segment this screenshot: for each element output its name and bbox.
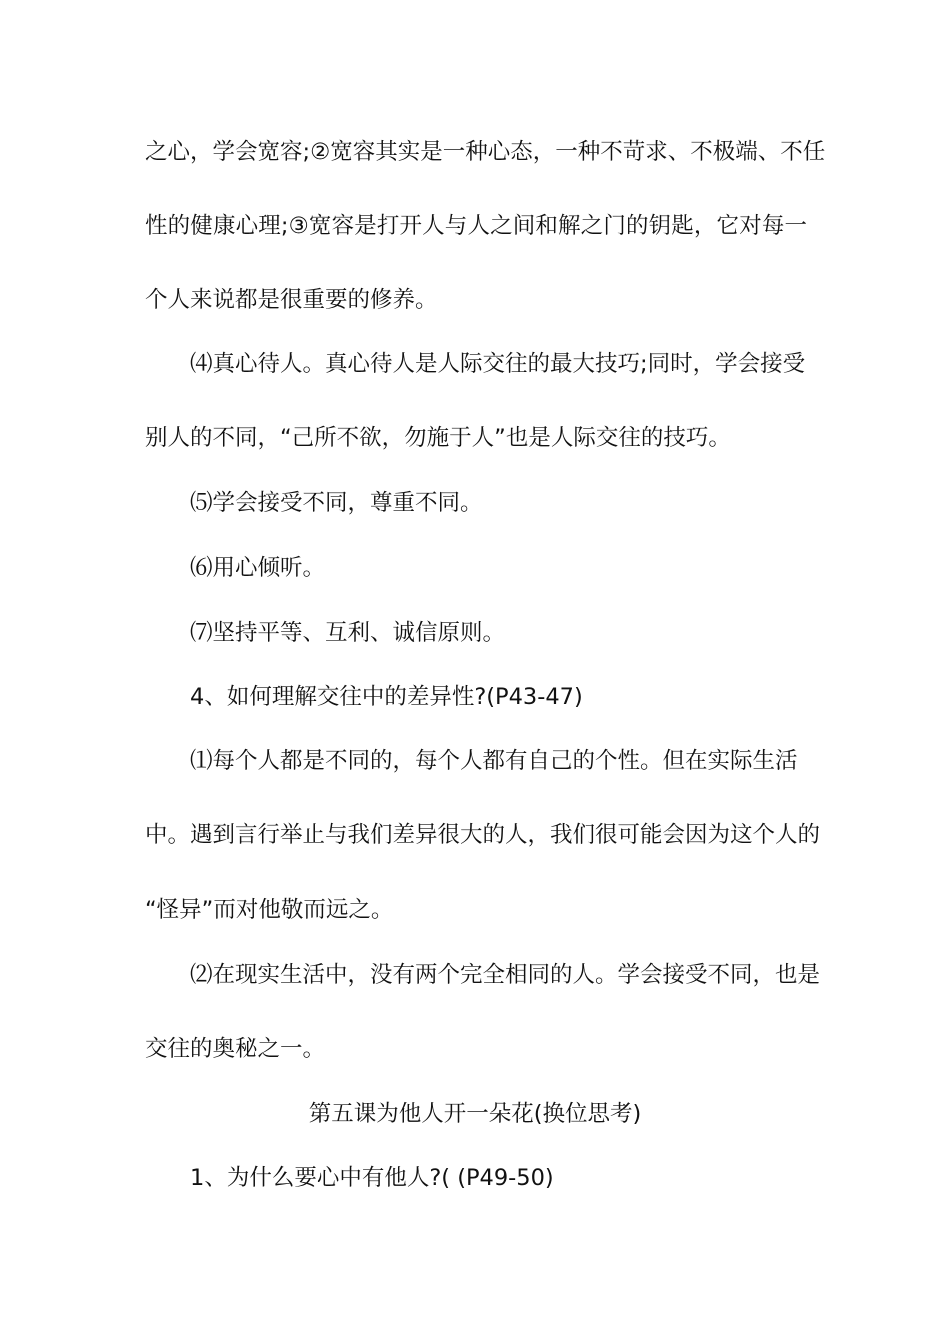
- question-heading: 1、为什么要心中有他人?( (P49-50): [190, 1165, 554, 1191]
- lesson-title: 第五课为他人开一朵花(换位思考): [308, 1101, 642, 1127]
- paragraph-line: 中。遇到言行举止与我们差异很大的人，我们很可能会因为这个人的: [145, 822, 821, 848]
- list-item: ⑸学会接受不同，尊重不同。: [190, 490, 483, 516]
- list-item: ⑹用心倾听。: [190, 555, 326, 581]
- paragraph-line: “怪异”而对他敬而远之。: [145, 897, 394, 923]
- list-item: ⑺坚持平等、互利、诚信原则。: [190, 620, 506, 646]
- paragraph-line: 个人来说都是很重要的修养。: [145, 287, 438, 313]
- list-item: ⑷真心待人。真心待人是人际交往的最大技巧;同时，学会接受: [190, 351, 806, 377]
- paragraph-line: 交往的奥秘之一。: [145, 1036, 326, 1062]
- question-heading: 4、如何理解交往中的差异性?(P43-47): [190, 684, 583, 710]
- list-item: ⑵在现实生活中，没有两个完全相同的人。学会接受不同，也是: [190, 962, 821, 988]
- list-item: ⑴每个人都是不同的，每个人都有自己的个性。但在实际生活: [190, 748, 798, 774]
- paragraph-line: 别人的不同，“己所不欲，勿施于人”也是人际交往的技巧。: [145, 425, 731, 451]
- paragraph-line: 之心，学会宽容;②宽容其实是一种心态，一种不苛求、不极端、不任: [145, 139, 826, 165]
- paragraph-line: 性的健康心理;③宽容是打开人与人之间和解之门的钥匙，它对每一: [145, 213, 807, 239]
